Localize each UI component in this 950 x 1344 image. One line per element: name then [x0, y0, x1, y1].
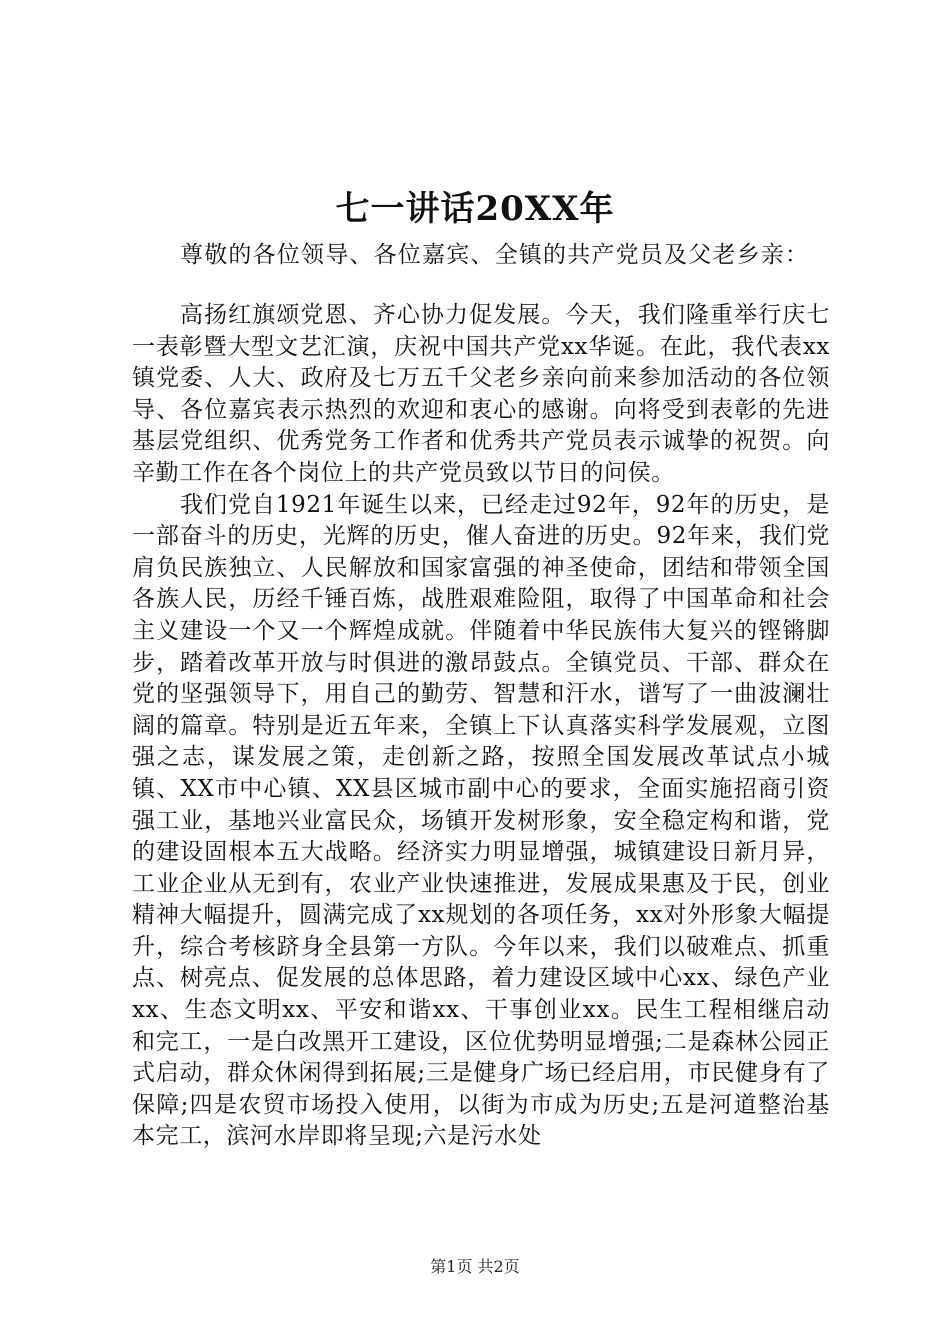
paragraph-2: 我们党自1921年诞生以来，已经走过92年，92年的历史，是一部奋斗的历史，光辉的历史，催人奋进的历史。92年来，我们党肩负民族独立、人民解放和国家富强的神圣使命，团结和带领全国各族人民，历经千锤百炼，战胜艰难险阻，取得了中国革命和社会主义建设一个又一个辉煌成就。伴随着中华民族伟大复兴的铿锵脚步，踏着改革开放与时俱进的激昂鼓点。全镇党员、干部、群众在党的坚强领导下，用自己的勤劳、智慧和汗水，谱写了一曲波澜壮阔的篇章。特别是近五年来，全镇上下认真落实科学发展观，立图强之志，谋发展之策，走创新之路，按照全国发展改革试点小城镇、XX市中心镇、XX县区城市副中心的要求，全面实施招商引资强工业，基地兴业富民众，场镇开发树形象，安全稳定构和谐，党的建设固根本五大战略。经济实力明显增强，城镇建设日新月异，工业企业从无到有，农业产业快速推进，发展成果惠及于民，创业精神大幅提升，圆满完成了xx规划的各项任务，xx对外形象大幅提升，综合考核跻身全县第一方队。今年以来，我们以破难点、抓重点、树亮点、促发展的总体思路，着力建设区域中心xx、绿色产业xx、生态文明xx、平安和谐xx、干事创业xx。民生工程相继启动和完工，一是白改黑开工建设，区位优势明显增强;二是森林公园正式启动，群众休闲得到拓展;三是健身广场已经启用，市民健身有了保障;四是农贸市场投入使用，以街为市成为历史;五是河道整治基本完工，滨河水岸即将呈现;六是污水处	[132, 491, 830, 1150]
page-footer	[0, 1256, 950, 1278]
salutation: 尊敬的各位领导、各位嘉宾、全镇的共产党员及父老乡亲：	[180, 242, 810, 268]
page-indicator: 第1页 共2页	[430, 1257, 520, 1276]
paragraph-1: 高扬红旗颂党恩、齐心协力促发展。今天，我们隆重举行庆七一表彰暨大型文艺汇演，庆祝中国共产党xx华诞。在此，我代表xx镇党委、人大、政府及七万五千父老乡亲向前来参加活动的各位领导、各位嘉宾表示热烈的欢迎和衷心的感谢。向将受到表彰的先进基层党组织、优秀党务工作者和优秀共产党员表示诚挚的祝贺。向辛勤工作在各个岗位上的共产党员致以节日的问侯。	[132, 302, 830, 486]
document-title: 七一讲话20XX年	[335, 189, 615, 229]
document-body	[132, 300, 830, 1153]
